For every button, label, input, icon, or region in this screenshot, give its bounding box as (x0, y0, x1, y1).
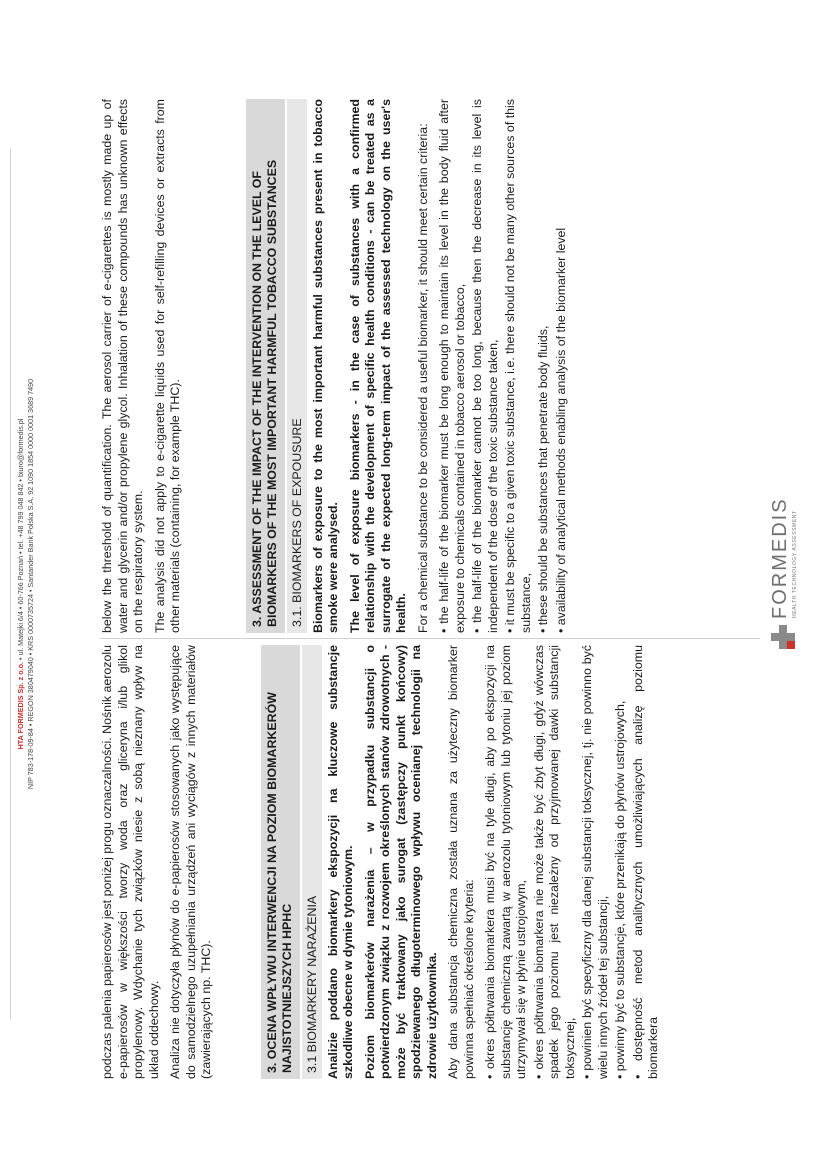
subsection-heading: 3.1. BIOMARKERS OF EXPOUSURE (287, 99, 307, 633)
formedis-logo (765, 497, 805, 649)
page-footer (10, 149, 50, 1019)
footer-address: • ul. Matejki 6/4 • 60-766 Poznań • tel. +48 799 048 842 • biuro@formedis.pl (16, 418, 25, 662)
paragraph: For a chemical substance to be considered a useful biomarker, it should meet certain criteria: (415, 123, 430, 633)
bold-paragraph: Biomarkers of exposure to the most important harmful substances present in tobacco smoke were analysed. (310, 99, 340, 633)
list-item: • the half-life of the biomarker cannot be too long, because then the decrease in its level is independent of the dose of the toxic substance taken, (470, 99, 500, 633)
footer-registry: NIP 783-178-09-84 • REGON 380479040 • KRS 0000735724 • Santander Bank Polska S.A. 92 1090 1854 0000 0001 3689 7490 (26, 378, 35, 790)
document-body (100, 99, 760, 1079)
list-item: • these should be substances that penetrate body fluids, (536, 325, 550, 633)
list-item: • dostępność metod analitycznych umożliwiających analizę poziomu biomarkera (630, 645, 660, 1079)
list-item: • powinien być specyficzny dla danej substancji toksycznej, tj. nie powinno być wielu innych źródeł tej substancji, (580, 645, 610, 1079)
paragraph: Analiza nie dotyczyła płynów do e-papierosów stosowanych jako występujące do samodzielnego uzupełniania urządzeń ani wyciągów z innych materiałów (zawierających np. THC). (168, 645, 213, 1079)
subsection-heading: 3.1 BIOMARKERY NARAŻENIA (302, 645, 322, 1079)
polish-column (100, 645, 664, 1079)
bold-paragraph: Analizie poddano biomarkery ekspozycji na kluczowe substancje szkodliwe obecne w dymie tytoniowym. (325, 645, 355, 1079)
list-item: • powinny być to substancje, które przenikają do płynów ustrojowych, (613, 700, 627, 1079)
list-item: • okres półtrwania biomarkera nie może także być zbyt długi, gdyż wówczas spadek jego poziomu jest niezależny od przyjmowanej dawki substancji toksycznej, (531, 645, 577, 1079)
section-title: 3. OCENA WPŁYWU INTERWENCJI NA POZIOM BIOMARKERÓW NAJISTOTNIEJSZYCH HPHC (264, 692, 294, 1073)
english-column (100, 99, 571, 633)
footer-brand: HTA FORMEDIS Sp. z o.o. (16, 661, 25, 750)
footer-rule (10, 149, 11, 1019)
criteria-list (483, 645, 662, 1079)
footer-contact (16, 149, 25, 1019)
section-title: 3. ASSESSMENT OF THE IMPACT OF THE INTERVENTION ON THE LEVEL OF BIOMARKERS OF THE MOST IMPORTANT HARMFUL TOBACCO SUBSTANCES (249, 159, 279, 627)
cross-logo-icon (771, 625, 795, 649)
paragraph: podczas palenia papierosów jest poniżej progu oznaczalności. Nośnik aerozolu e-papierosów w większości tworzy woda oraz gliceryna i/lub glikol propylenowy. Wdychanie tych związków niesie z sobą nieznany wpływ na układ oddechowy. (100, 645, 161, 1079)
list-item: • it must be specific to a given toxic substance, i.e. there should not be many other sources of this substance, (503, 99, 533, 633)
list-item: • availability of analytical methods enabling analysis of the biomarker level (553, 227, 568, 633)
section-heading (261, 645, 300, 1079)
bold-paragraph: Poziom biomarkerów narażenia – w przypadku substancji o potwierdzonym związku z rozwojem określonych stanów zdrowotnych - może być traktowany jako surogat (zastępczy punkt końcowy) spodziewanego długoterminowego wpływu ocenianej technologii na zdrowie użytkownika. (362, 645, 439, 1079)
column-divider (100, 638, 760, 639)
criteria-list (437, 99, 569, 633)
bold-paragraph: The level of exposure biomarkers - in the case of substances with a confirmed relationship with the development of specific health conditions - can be treated as a surrogate of the expected long-term impact of the assessed technology on the user's health. (347, 99, 408, 633)
list-item: • the half-life of the biomarker must be long enough to maintain its level in the body fluid after exposure to chemicals contained in tobacco aerosol or tobacco, (437, 99, 467, 633)
paragraph: Aby dana substancja chemiczna została uznana za użyteczny biomarker powinna spełniać określone kryteria: (446, 645, 476, 1079)
paragraph: below the threshold of quantification. The aerosol carrier of e-cigarettes is mostly made up of water and glycerin and/or propylene glycol. Inhalation of these compounds has unknown effects on the respiratory system. (100, 99, 145, 633)
section-heading (246, 99, 285, 633)
logo-name: FORMEDIS (769, 497, 791, 619)
list-item: • okres półtrwania biomarkera musi być na tyle długi, aby po ekspozycji na substancję chemiczną zawartą w aerozolu tytoniowym lub tytoniu jej poziom utrzymywał się w płynie ustrojowym, (483, 645, 528, 1079)
paragraph: The analysis did not apply to e-cigarette liquids used for self-refilling devices or extracts from other materials (containing, for example THC). (152, 99, 182, 633)
logo-tagline: HEALTH TECHNOLOGY ASSESSMENT (792, 510, 798, 618)
